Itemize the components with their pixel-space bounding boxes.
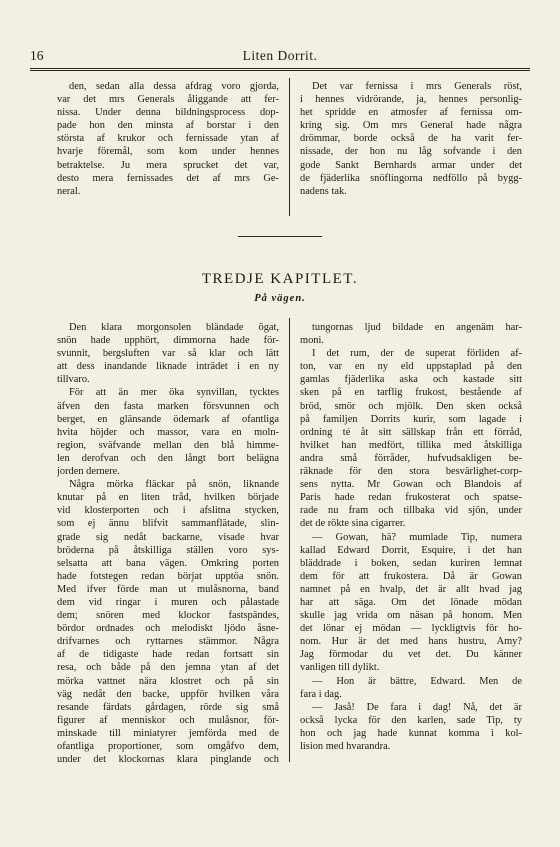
text-line: ofantliga proportioner, som omgåfvo dem, — [57, 741, 279, 752]
running-title: Liten Dorrit. — [242, 48, 318, 63]
text-line: bördor ordnades och melodiskt ljödo åsne- — [57, 623, 279, 635]
text-line: äfven den fasta marken försvunnen och — [57, 400, 279, 412]
text-line: gode Sankt Bernhards armar under det — [300, 159, 522, 171]
text-line: räknade för den stora besvärlighet-corp- — [300, 466, 522, 478]
text-line: vanligen till dylikt. — [300, 662, 380, 674]
text-line: hon och jag hade kunnat komma i kol- — [300, 727, 522, 739]
text-line: drifvarnes och ryttarnes stämmor. Några — [57, 636, 279, 648]
text-line: var det mrs Generals åliggande att fer- — [57, 94, 279, 106]
column-divider-bottom — [289, 318, 290, 762]
text-line: som ej ännu blifvit sammanflätade, slin- — [57, 518, 279, 530]
text-line: Den klara morgonsolen bländade ögat, — [69, 322, 279, 333]
header-rule — [30, 68, 530, 69]
text-line: I det rum, der de superat förliden af- — [312, 348, 522, 360]
text-line: ordning té åt sitt sällskap från ett förråd, — [300, 426, 522, 438]
text-line: resa, och både på den jemna ytan af det — [57, 662, 279, 674]
text-line: också lycka för den karlen, sade Tip, ty — [300, 714, 522, 726]
text-line: dem för att frukostera. Då är Gowan — [300, 570, 522, 582]
text-line: pade hon den minsta af borstar i den — [57, 120, 279, 132]
text-line: Med ifver förde man ut mulåsnorna, band — [57, 583, 279, 595]
text-line: nadens tak. — [300, 185, 347, 197]
text-line: har att säga. Om det lönade mödan — [300, 596, 522, 608]
text-line: det de rökte sina cigarrer. — [300, 518, 406, 530]
text-line: fara i dag. — [300, 688, 342, 700]
bottom-left-column — [57, 321, 279, 766]
text-line: ton, var en ny eld uppstaplad på den — [300, 361, 522, 373]
text-line: på familjen Dorrits kurir, som lagade i — [300, 413, 522, 425]
text-line: vid klosterporten och i afslitna stycken, — [57, 505, 279, 517]
text-line: sken på en tarflig frukost, bestående af — [300, 387, 522, 399]
header-rule-thin — [30, 70, 530, 71]
text-line: dem; snören med klockor fastspändes, — [57, 610, 279, 622]
text-line: Jag förmodar du vet det. Du känner — [300, 649, 522, 661]
page-number: 16 — [30, 48, 44, 63]
text-line: betraktelse. Ju mera sprucket det var, — [57, 159, 279, 171]
page-header — [30, 48, 530, 66]
text-line: kallad Edward Dorrit, Esquire, i det han — [300, 544, 522, 556]
text-line: bröd, smör och mjölk. Den sken också — [300, 400, 522, 412]
text-line: dem vid ringar i muren och pålastade — [57, 596, 279, 608]
text-line: nissa. Under denna bildningsprocess dop- — [57, 107, 279, 119]
text-line: het spridde en atmosfer af fernissa om- — [300, 107, 522, 119]
text-line: tillvaro. — [57, 374, 90, 386]
text-line: största af krukor och fernissade ytan af — [57, 133, 279, 145]
text-line: att dess inandande liknade inträdet i en ny — [57, 361, 279, 373]
text-line: selsatta att bana vägen. Omkring porten — [57, 557, 279, 569]
text-line: de fjäderlika snöflingorna nedföllo på bygg- — [300, 172, 522, 184]
text-line: sens nytta. Mr Gowan och Blandois af — [300, 479, 522, 491]
text-line: resande färdats gårdagen, rörde sig små — [57, 701, 279, 713]
text-line: nom. Hur är det med hans hustru, Amy? — [300, 636, 522, 648]
text-line: lision med hvarandra. — [300, 741, 391, 752]
text-line: hade fotstegen redan börjat upptöa snön. — [57, 570, 279, 582]
text-line: neral. — [57, 185, 81, 197]
text-line: gamlas fjäderlika aska och kastade sitt — [300, 374, 522, 386]
text-line: bläddrade i boken, sedan kuriren lemnat — [300, 557, 522, 569]
chapter-subtitle: På vägen. — [254, 293, 306, 304]
top-left-column — [57, 80, 279, 198]
text-line: den, sedan alla dessa afdrag voro gjorda, — [69, 81, 279, 92]
text-line: För att än mer öka synvillan, tycktes — [69, 387, 279, 399]
text-line: drömmar, borde också de ha varit fer- — [300, 133, 522, 145]
text-line: region, sväfvande mellan den blå himme- — [57, 439, 279, 451]
text-line: berget, en glänsande ödemark af ofantliga — [57, 413, 279, 425]
text-line: väg nedåt den backe, uppför hvilken våra — [57, 688, 279, 700]
text-line: mörka vattnet nära klostret och på sin — [57, 675, 279, 687]
text-line: minskade till miniatyrer jemförda med de — [57, 727, 279, 739]
text-line: — Hon är bättre, Edward. Men de — [312, 675, 522, 687]
text-line: Det var fernissa i mrs Generals röst, — [312, 81, 522, 92]
text-line: hvita höjder och massor, vara en moln- — [57, 426, 279, 438]
text-line: skulle jag vrida om näsan på honom. Men — [300, 610, 522, 622]
text-line: figurer af menniskor och mulåsnor, för- — [57, 714, 279, 726]
text-line: grade sig nedåt backarne, visade hvar — [57, 531, 279, 543]
text-line: moni. — [300, 335, 324, 347]
text-line: — Jaså! De fara i dag! Nå, det är — [312, 701, 522, 713]
text-line: svunnit, bergsluften var så klar och lätt — [57, 348, 279, 360]
text-line: andra små förråder, hufvudsakligen be- — [300, 452, 522, 464]
text-line: jorden dernere. — [57, 466, 120, 478]
text-line: hvilket han medfört, tillika med åtskilliga — [300, 439, 522, 451]
chapter-title: TREDJE KAPITLET. — [201, 271, 359, 287]
text-line: knutar på en liten tråd, hvilken började — [57, 492, 279, 504]
text-line: desto mera fernissades det af mrs Ge- — [57, 172, 279, 184]
text-line: bröderna på åtskilliga ställen voro sys- — [57, 544, 279, 556]
text-line: nissade, der hon nu låg sofvande i den — [300, 146, 522, 158]
text-line: hvarje föremål, som kom under hennes — [57, 146, 279, 158]
text-line: det lönar ej mödan — lyckligtvis för ho- — [300, 623, 522, 635]
column-divider-top — [289, 78, 290, 216]
text-line: namnet på en hvalp, det är allt hvad jag — [300, 583, 522, 595]
text-line: rade nu fram och tillbaka vid sjön, under — [300, 505, 522, 517]
text-line: — Gowan, hä? mumlade Tip, numera — [312, 531, 522, 543]
top-right-column — [300, 80, 522, 198]
text-line: tungornas ljud bildade en angenäm har- — [312, 322, 522, 333]
text-line: i hennes vidrörande, ja, hennes personlig- — [300, 94, 522, 106]
text-line: len derofvan och den långt bort belägna — [57, 452, 279, 464]
text-line: af de tidigaste hade redan fortsatt sin — [57, 649, 279, 661]
bottom-right-column — [300, 321, 522, 753]
text-line: under det klockornas klara pinglande och — [57, 754, 279, 766]
text-line: Några mörka fläckar på snön, liknande — [69, 479, 279, 491]
text-line: kring sig. Om mrs General hade några — [300, 120, 522, 132]
text-line: snön hade upphört, dimmorna hade för- — [57, 335, 279, 347]
section-separator — [238, 236, 322, 237]
text-line: Paris hade redan frukosterat och spatse- — [300, 492, 522, 504]
